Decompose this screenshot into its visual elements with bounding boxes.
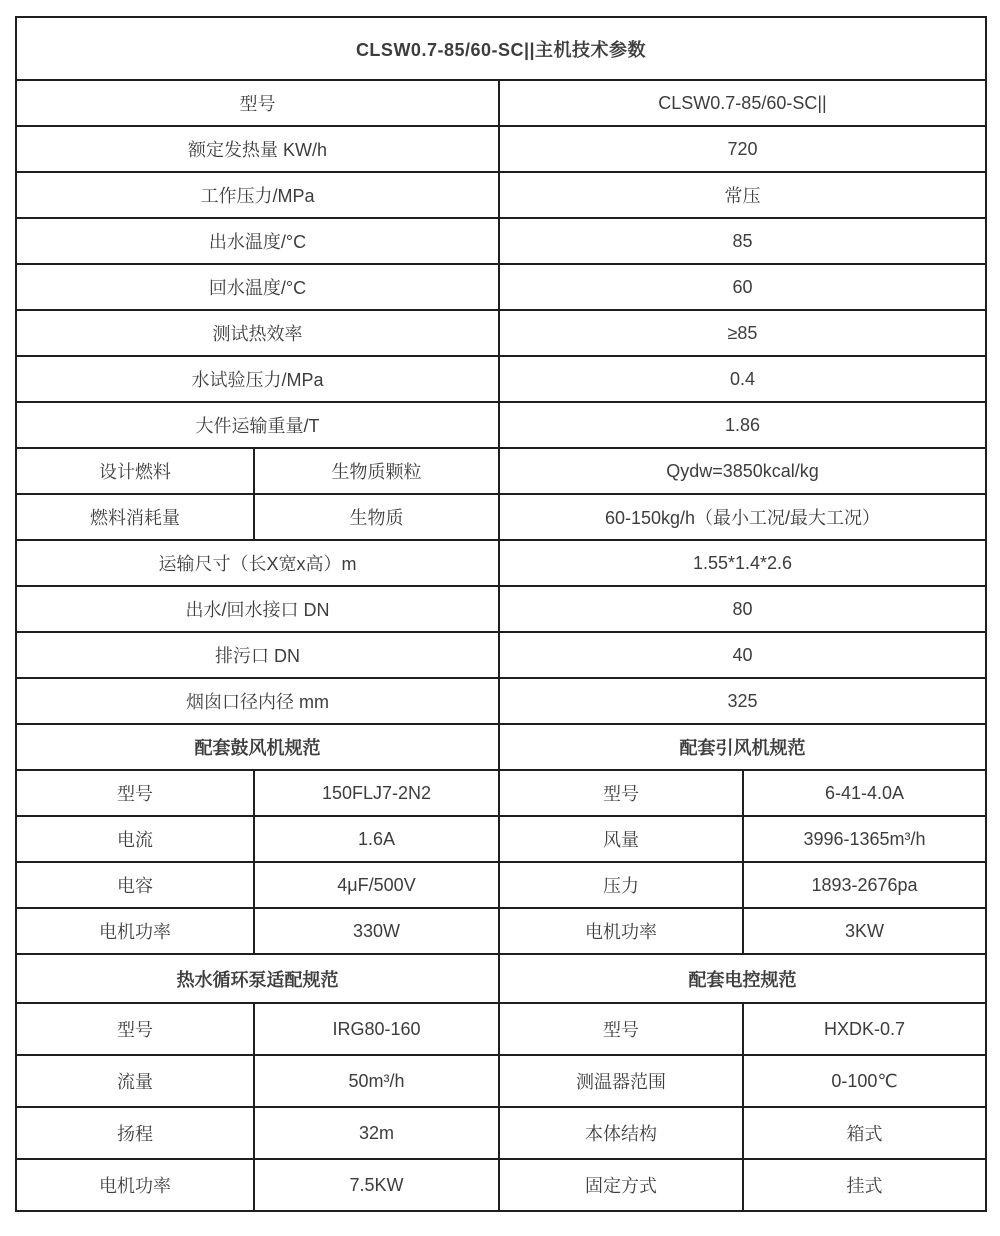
- param-label: 回水温度/°C: [16, 264, 499, 310]
- param-value: IRG80-160: [254, 1003, 499, 1055]
- param-label: 出水/回水接口 DN: [16, 586, 499, 632]
- param-value: 常压: [499, 172, 986, 218]
- table-row: [16, 172, 986, 218]
- table-row: [16, 862, 986, 908]
- table-row: [16, 80, 986, 126]
- table-row: [16, 1003, 986, 1055]
- param-label: 型号: [499, 1003, 743, 1055]
- param-label: 额定发热量 KW/h: [16, 126, 499, 172]
- param-value: 720: [499, 126, 986, 172]
- table-row: [16, 402, 986, 448]
- param-value: 1893-2676pa: [743, 862, 986, 908]
- table-row: [16, 310, 986, 356]
- param-value: 7.5KW: [254, 1159, 499, 1211]
- param-label: 燃料消耗量: [16, 494, 254, 540]
- section-header: 配套电控规范: [499, 954, 986, 1003]
- param-label: 电容: [16, 862, 254, 908]
- table-row: [16, 770, 986, 816]
- param-value: Qydw=3850kcal/kg: [499, 448, 986, 494]
- table-row: [16, 264, 986, 310]
- param-value: 3996-1365m³/h: [743, 816, 986, 862]
- param-sublabel: 生物质颗粒: [254, 448, 499, 494]
- param-value: 60: [499, 264, 986, 310]
- param-label: 设计燃料: [16, 448, 254, 494]
- param-label: 排污口 DN: [16, 632, 499, 678]
- param-label: 型号: [16, 770, 254, 816]
- param-label: 风量: [499, 816, 743, 862]
- param-value: 85: [499, 218, 986, 264]
- param-value: 6-41-4.0A: [743, 770, 986, 816]
- param-label: 烟囱口径内径 mm: [16, 678, 499, 724]
- param-label: 电机功率: [16, 1159, 254, 1211]
- title-row: [16, 17, 986, 80]
- param-value: 0.4: [499, 356, 986, 402]
- table-row: [16, 356, 986, 402]
- param-value: 32m: [254, 1107, 499, 1159]
- param-label: 测试热效率: [16, 310, 499, 356]
- param-value: 1.6A: [254, 816, 499, 862]
- param-value: 40: [499, 632, 986, 678]
- param-label: 大件运输重量/T: [16, 402, 499, 448]
- table-row: [16, 448, 986, 494]
- param-value: HXDK-0.7: [743, 1003, 986, 1055]
- param-label: 流量: [16, 1055, 254, 1107]
- param-value: CLSW0.7-85/60-SC||: [499, 80, 986, 126]
- section-header: 配套引风机规范: [499, 724, 986, 770]
- param-label: 测温器范围: [499, 1055, 743, 1107]
- table-row: [16, 218, 986, 264]
- param-value: 3KW: [743, 908, 986, 954]
- param-sublabel: 生物质: [254, 494, 499, 540]
- param-label: 电流: [16, 816, 254, 862]
- table-row: [16, 908, 986, 954]
- table-row: [16, 678, 986, 724]
- param-value: 330W: [254, 908, 499, 954]
- spec-table: [15, 16, 987, 1212]
- param-value: 0-100℃: [743, 1055, 986, 1107]
- table-row: [16, 1055, 986, 1107]
- param-value: 挂式: [743, 1159, 986, 1211]
- param-label: 工作压力/MPa: [16, 172, 499, 218]
- section-header: 配套鼓风机规范: [16, 724, 499, 770]
- param-value: 325: [499, 678, 986, 724]
- table-row: [16, 1159, 986, 1211]
- table-row: [16, 1107, 986, 1159]
- param-value: 50m³/h: [254, 1055, 499, 1107]
- section-header: 热水循环泵适配规范: [16, 954, 499, 1003]
- param-value: 150FLJ7-2N2: [254, 770, 499, 816]
- table-row: [16, 586, 986, 632]
- param-label: 型号: [499, 770, 743, 816]
- table-row: [16, 816, 986, 862]
- table-row: [16, 126, 986, 172]
- param-label: 扬程: [16, 1107, 254, 1159]
- param-label: 本体结构: [499, 1107, 743, 1159]
- table-row: [16, 494, 986, 540]
- table-row: [16, 540, 986, 586]
- param-label: 型号: [16, 80, 499, 126]
- page-title: CLSW0.7-85/60-SC||主机技术参数: [16, 17, 986, 80]
- section-header-row: [16, 724, 986, 770]
- param-value: 箱式: [743, 1107, 986, 1159]
- section-header-row: [16, 954, 986, 1003]
- param-value: 4μF/500V: [254, 862, 499, 908]
- param-value: ≥85: [499, 310, 986, 356]
- param-label: 水试验压力/MPa: [16, 356, 499, 402]
- table-row: [16, 632, 986, 678]
- param-label: 型号: [16, 1003, 254, 1055]
- param-value: 60-150kg/h（最小工况/最大工况）: [499, 494, 986, 540]
- param-label: 压力: [499, 862, 743, 908]
- param-label: 电机功率: [16, 908, 254, 954]
- param-value: 80: [499, 586, 986, 632]
- param-label: 运输尺寸（长X宽x高）m: [16, 540, 499, 586]
- param-label: 电机功率: [499, 908, 743, 954]
- param-label: 出水温度/°C: [16, 218, 499, 264]
- param-value: 1.55*1.4*2.6: [499, 540, 986, 586]
- param-value: 1.86: [499, 402, 986, 448]
- param-label: 固定方式: [499, 1159, 743, 1211]
